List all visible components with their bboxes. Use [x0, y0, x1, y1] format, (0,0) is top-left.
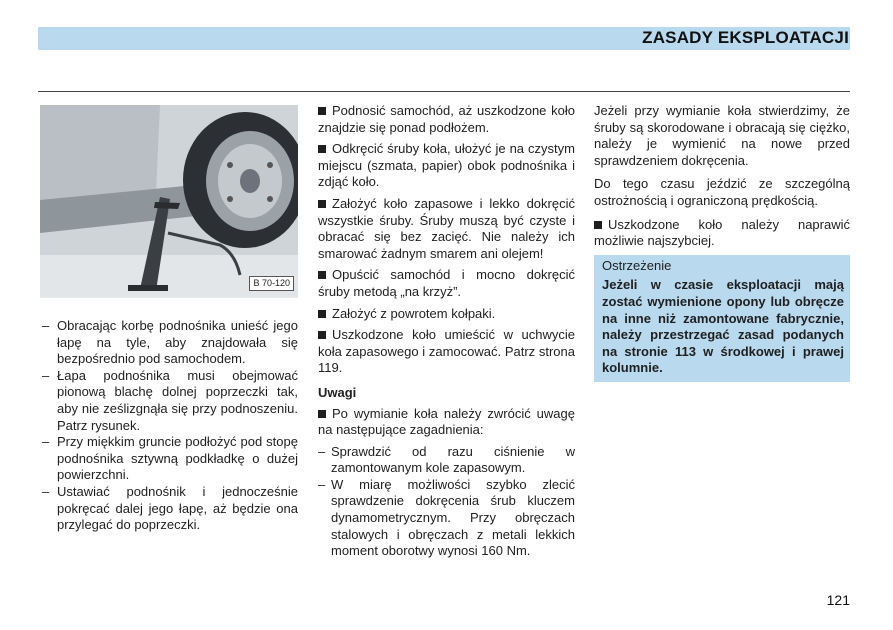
square-bullet-icon: [318, 271, 326, 279]
column-3: [594, 103, 850, 382]
bullet-paragraph: Odkręcić śruby koła, ułożyć je na czystym miejscu (szmata, papier) obok podnośnika i zdjąć koło.: [318, 141, 575, 190]
square-bullet-icon: [318, 331, 326, 339]
bullet-paragraph: Uszkodzone koło umieścić w uchwycie koła zapasowego i zamocować. Patrz strona 119.: [318, 327, 575, 376]
column-2: [318, 103, 575, 560]
list-item: – Ustawiać podnośnik i jednocześnie pokręcać dalej jego łapę, aż będzie ona przylegać do poprzeczki.: [40, 484, 298, 534]
page-number: 121: [826, 592, 850, 608]
square-bullet-icon: [594, 221, 602, 229]
column-1: [40, 318, 298, 534]
square-bullet-icon: [318, 200, 326, 208]
bullet-paragraph: Opuścić samochód i mocno dokręcić śruby metodą „na krzyż”.: [318, 267, 575, 299]
square-bullet-icon: [318, 410, 326, 418]
header-rule: [38, 91, 850, 92]
bullet-paragraph: Uszkodzone koło należy naprawić możliwie najszybciej.: [594, 216, 850, 249]
bullet-paragraph: Założyć z powrotem kołpaki.: [318, 306, 575, 323]
jack-figure: [40, 105, 298, 298]
list-item: – Łapa podnośnika musi obejmować pionową blachę dolnej poprzeczki tak, aby nie ześlizgnąła się przy podnoszeniu. Patrz rysunek.: [40, 368, 298, 434]
jack-illustration: [40, 105, 298, 298]
figure-code: B 70-120: [249, 276, 294, 291]
list-item: – Obracając korbę podnośnika unieść jego łapę na tyle, aby znajdowała się bezpośrednio pod samochodem.: [40, 318, 298, 368]
square-bullet-icon: [318, 107, 326, 115]
list-item: – Sprawdzić od razu ciśnienie w zamontowanym kole zapasowym.: [318, 444, 575, 477]
square-bullet-icon: [318, 145, 326, 153]
paragraph: Do tego czasu jeździć ze szczególną ostrożnością i ograniczoną prędkością.: [594, 176, 850, 208]
notes-list: [318, 444, 575, 560]
section-title: ZASADY EKSPLOATACJI: [642, 28, 849, 47]
warning-box: [594, 255, 850, 382]
list-item: – W miarę możliwości szybko zlecić sprawdzenie dokręcenia śrub kluczem dynamometrycznym. Przy obręczach stalowych i obręczach z metali lekkich moment oborotwy wynosi 160 Nm.: [318, 477, 575, 560]
square-bullet-icon: [318, 310, 326, 318]
bullet-paragraph: Podnosić samochód, aż uszkodzone koło znajdzie się ponad podłożem.: [318, 103, 575, 135]
warning-text: Jeżeli w czasie eksploatacji mają zostać wymienione opony lub obręcze na inne niż zamontowane fabrycznie, należy przestrzegać zasad podanych na stronie 113 w środkowej i prawej kolumnie.: [602, 277, 844, 376]
paragraph: Jeżeli przy wymianie koła stwierdzimy, że śruby są skorodowane i obracają się ciężko, należy je wymienić na nowe przed sprawdzeniem dokręcenia.: [594, 103, 850, 168]
notes-heading: Uwagi: [318, 384, 357, 400]
jack-steps-list: [40, 318, 298, 534]
list-item: – Przy miękkim gruncie podłożyć pod stopę podnośnika sztywną podkładkę o dużej powierzchni.: [40, 434, 298, 484]
warning-title: Ostrzeżenie: [602, 257, 672, 273]
notes-intro: Po wymianie koła należy zwrócić uwagę na następujące zagadnienia:: [318, 405, 575, 438]
bullet-paragraph: Założyć koło zapasowe i lekko dokręcić wszystkie śruby. Śruby muszą być czyste i obracać się bez zacięć. Nie należy ich smarować żadnym smarem ani olejem!: [318, 195, 575, 261]
